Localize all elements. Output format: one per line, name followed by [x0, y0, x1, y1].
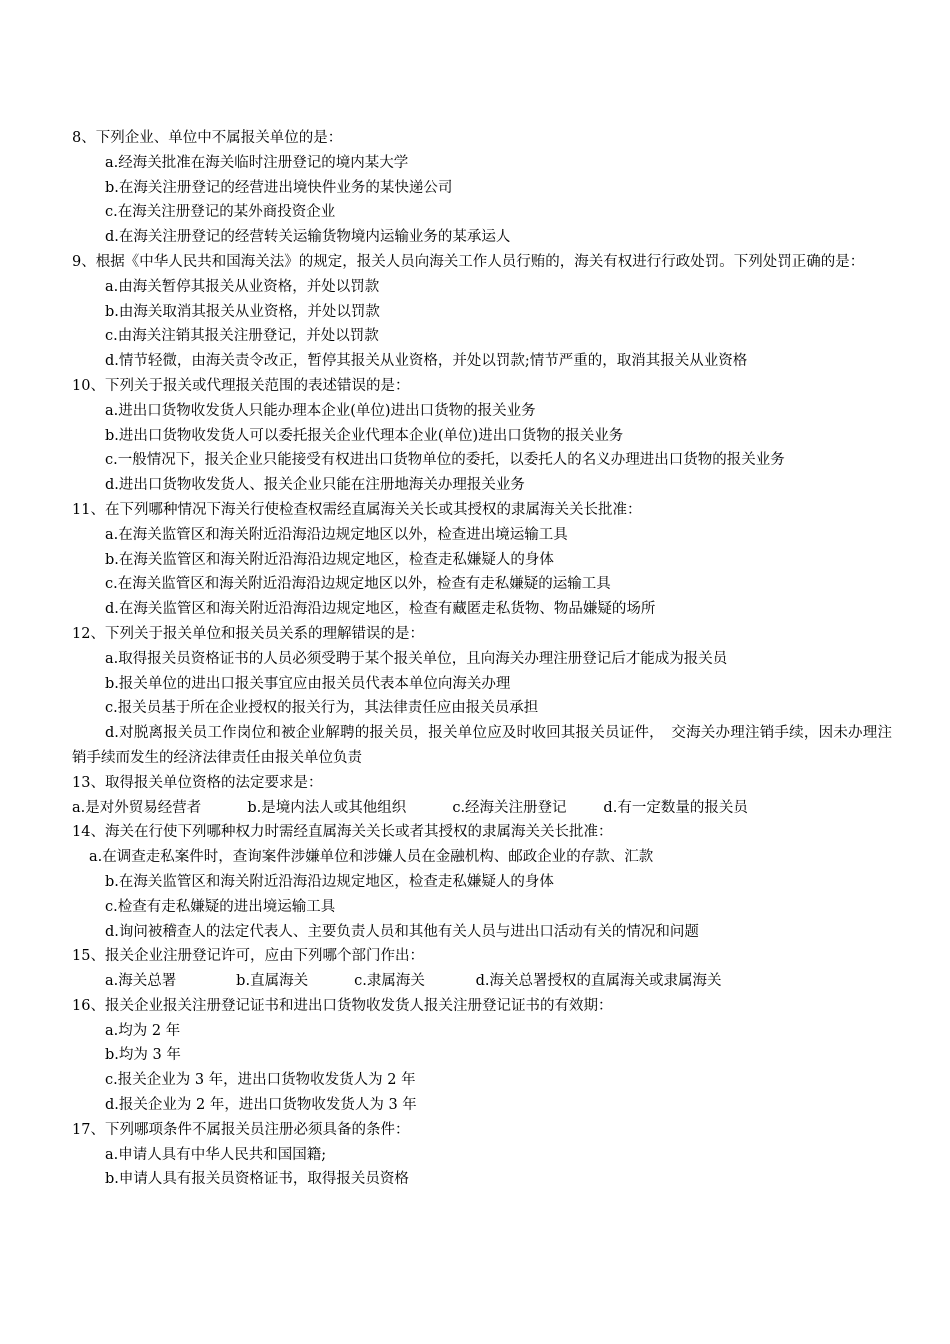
question-12-option-d: d.对脱离报关员工作岗位和被企业解聘的报关员，报关单位应及时收回其报关员证件， 交海关办理注销手续，因未办理注销手续而发生的经济法律责任由报关单位负责 — [72, 725, 892, 766]
question-12-option-b: b.报关单位的进出口报关事宜应由报关员代表本单位向海关办理 — [105, 675, 511, 692]
question-17-stem: 17、下列哪项条件不属报关员注册必须具备的条件： — [72, 1121, 410, 1138]
question-8-option-a: a.经海关批准在海关临时注册登记的境内某大学 — [105, 154, 409, 171]
question-16-stem: 16、报关企业报关注册登记证书和进出口货物收发货人报关注册登记证书的有效期： — [72, 997, 613, 1014]
question-17-option-a: a.申请人具有中华人民共和国国籍; — [105, 1146, 327, 1163]
question-10-option-c: c.一般情况下，报关企业只能接受有权进出口货物单位的委托，以委托人的名义办理进出口货物的报关业务 — [105, 452, 785, 469]
question-17-option-b: b.申请人具有报关员资格证书，取得报关员资格 — [105, 1171, 409, 1188]
question-14-option-d: d.询问被稽查人的法定代表人、主要负责人员和其他有关人员与进出口活动有关的情况和问题 — [105, 923, 699, 940]
question-16-option-d: d.报关企业为 2 年，进出口货物收发货人为 3 年 — [105, 1097, 417, 1114]
question-14-option-a: a.在调查走私案件时，查询案件涉嫌单位和涉嫌人员在金融机构、邮政企业的存款、汇款 — [89, 849, 654, 866]
question-10-option-b: b.进出口货物收发货人可以委托报关企业代理本企业(单位)进出口货物的报关业务 — [105, 427, 624, 444]
question-8-stem: 8、下列企业、单位中不属报关单位的是： — [72, 130, 343, 146]
question-10-option-d: d.进出口货物收发货人、报关企业只能在注册地海关办理报关业务 — [105, 477, 525, 494]
question-9-stem: 9、根据《中华人民共和国海关法》的规定，报关人员向海关工作人员行贿的，海关有权进行行政处罚。下列处罚正确的是： — [72, 253, 865, 270]
question-16-option-b: b.均为 3 年 — [105, 1047, 181, 1064]
question-list — [72, 126, 892, 1192]
question-16-option-c: c.报关企业为 3 年，进出口货物收发货人为 2 年 — [105, 1072, 416, 1089]
question-14-option-c: c.检查有走私嫌疑的进出境运输工具 — [105, 898, 336, 915]
question-8-option-b: b.在海关注册登记的经营进出境快件业务的某快递公司 — [105, 179, 453, 196]
question-14-option-b: b.在海关监管区和海关附近沿海沿边规定地区，检查走私嫌疑人的身体 — [105, 873, 554, 890]
question-11-option-a: a.在海关监管区和海关附近沿海沿边规定地区以外，检查进出境运输工具 — [105, 526, 568, 543]
question-15-stem: 15、报关企业注册登记许可，应由下列哪个部门作出： — [72, 948, 424, 965]
question-11-option-d: d.在海关监管区和海关附近沿海沿边规定地区，检查有藏匿走私货物、物品嫌疑的场所 — [105, 601, 656, 618]
question-16-option-a: a.均为 2 年 — [105, 1022, 181, 1039]
question-11-option-b: b.在海关监管区和海关附近沿海沿边规定地区，检查走私嫌疑人的身体 — [105, 551, 554, 568]
question-9-option-b: b.由海关取消其报关从业资格，并处以罚款 — [105, 303, 380, 320]
question-10-stem: 10、下列关于报关或代理报关范围的表述错误的是： — [72, 377, 410, 394]
question-13-stem: 13、取得报关单位资格的法定要求是： — [72, 774, 323, 791]
question-12-option-c: c.报关员基于所在企业授权的报关行为，其法律责任应由报关员承担 — [105, 700, 539, 717]
question-8-option-d: d.在海关注册登记的经营转关运输货物境内运输业务的某承运人 — [105, 229, 511, 246]
question-9-option-d: d.情节轻微，由海关责令改正，暂停其报关从业资格，并处以罚款;情节严重的，取消其报关从业资格 — [105, 353, 748, 370]
question-12-stem: 12、下列关于报关单位和报关员关系的理解错误的是： — [72, 625, 424, 642]
question-12-option-a: a.取得报关员资格证书的人员必须受聘于某个报关单位，且向海关办理注册登记后才能成为报关员 — [105, 650, 728, 667]
question-13-options: a.是对外贸易经营者 b.是境内法人或其他组织 c.经海关注册登记 d.有一定数量的报关员 — [72, 799, 748, 816]
question-15-options: a.海关总署 b.直属海关 c.隶属海关 d.海关总署授权的直属海关或隶属海关 — [105, 973, 722, 990]
question-11-stem: 11、在下列哪种情况下海关行使检查权需经直属海关关长或其授权的隶属海关关长批准： — [72, 501, 642, 518]
question-8-option-c: c.在海关注册登记的某外商投资企业 — [105, 204, 336, 221]
question-11-option-c: c.在海关监管区和海关附近沿海沿边规定地区以外，检查有走私嫌疑的运输工具 — [105, 576, 611, 593]
question-9-option-c: c.由海关注销其报关注册登记，并处以罚款 — [105, 328, 379, 345]
question-9-option-a: a.由海关暂停其报关从业资格，并处以罚款 — [105, 278, 380, 295]
question-10-option-a: a.进出口货物收发货人只能办理本企业(单位)进出口货物的报关业务 — [105, 402, 536, 419]
question-14-stem: 14、海关在行使下列哪种权力时需经直属海关关长或者其授权的隶属海关关长批准： — [72, 824, 613, 841]
